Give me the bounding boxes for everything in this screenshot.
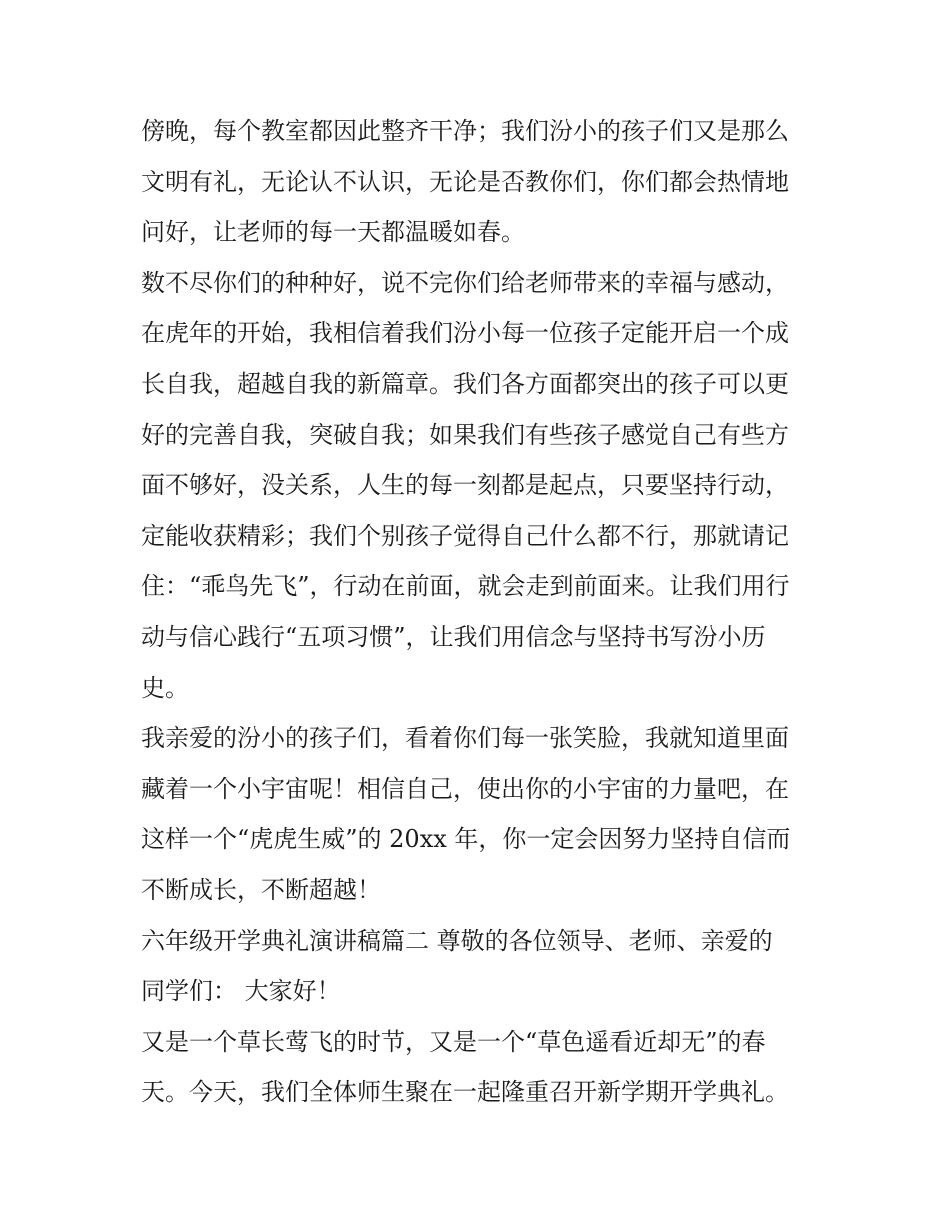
text-line: 定能收获精彩；我们个别孩子觉得自己什么都不行，那就请记 xyxy=(141,521,789,550)
document-body xyxy=(141,106,813,1118)
text-line: 同学们： 大家好！ xyxy=(141,977,341,1006)
text-line: 不断成长，不断超越！ xyxy=(141,875,381,904)
text-line: 傍晚，每个教室都因此整齐干净；我们汾小的孩子们又是那么 xyxy=(141,117,789,145)
text-line: 天。今天，我们全体师生聚在一起隆重召开新学期开学典礼。 xyxy=(141,1078,789,1107)
text-line: 动与信心践行“五项习惯”，让我们用信念与坚持书写汾小历 xyxy=(141,622,766,651)
text-line: 史。 xyxy=(141,673,189,702)
text-line: 又是一个草长莺飞的时节，又是一个“草色遥看近却无”的春 xyxy=(141,1027,766,1056)
text-line: 在虎年的开始，我相信着我们汾小每一位孩子定能开启一个成 xyxy=(141,319,789,348)
text-line: 藏着一个小宇宙呢！相信自己，使出你的小宇宙的力量吧，在 xyxy=(141,774,789,803)
text-line: 面不够好，没关系，人生的每一刻都是起点，只要坚持行动， xyxy=(141,471,789,500)
text-line: 问好，让老师的每一天都温暖如春。 xyxy=(141,218,525,247)
text-line: 数不尽你们的种种好，说不完你们给老师带来的幸福与感动， xyxy=(141,268,789,297)
text-line: 文明有礼，无论认不认识，无论是否教你们，你们都会热情地 xyxy=(141,167,789,196)
text-line: 六年级开学典礼演讲稿篇二 尊敬的各位领导、老师、亲爱的 xyxy=(141,926,773,955)
text-line: 住：“乖鸟先飞”，行动在前面，就会走到前面来。让我们用行 xyxy=(141,572,790,601)
text-line: 我亲爱的汾小的孩子们，看着你们每一张笑脸，我就知道里面 xyxy=(141,724,789,753)
text-line: 长自我，超越自我的新篇章。我们各方面都突出的孩子可以更 xyxy=(141,369,789,398)
text-line: 这样一个“虎虎生威”的 20xx 年，你一定会因努力坚持自信而 xyxy=(141,825,791,854)
text-line: 好的完善自我，突破自我；如果我们有些孩子感觉自己有些方 xyxy=(141,420,789,449)
